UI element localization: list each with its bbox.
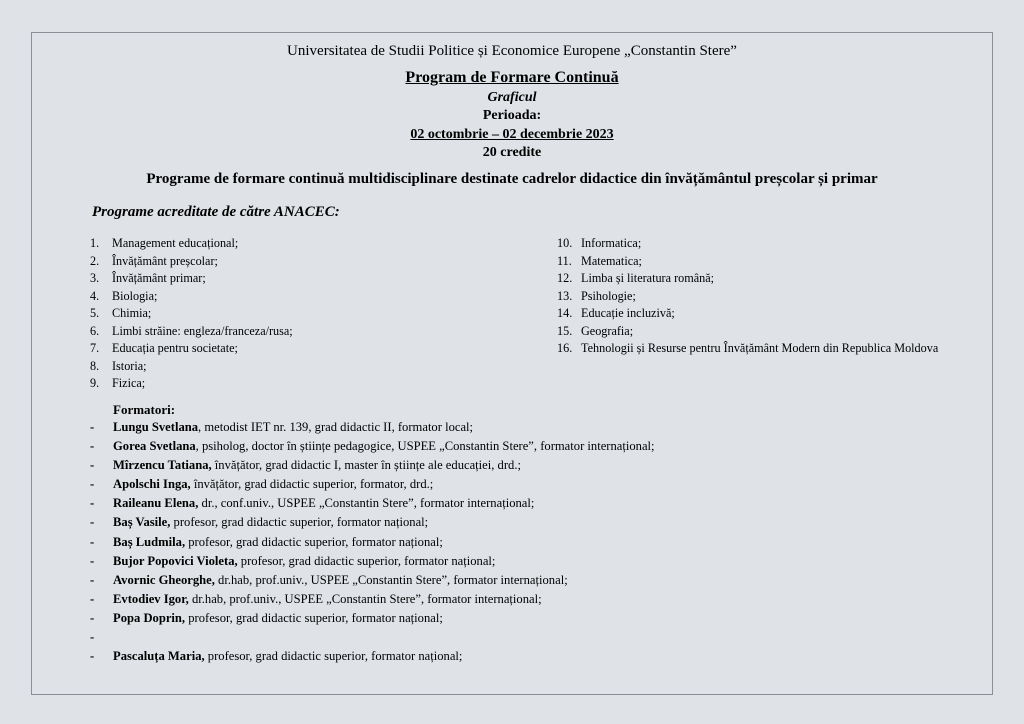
trainer-description: profesor, grad didactic superior, formator național; [170,515,429,530]
trainer-description: profesor, grad didactic superior, formator național; [204,649,463,664]
item-text: Psihologie; [581,288,636,303]
list-item [90,270,510,288]
item-number: 12. [557,271,573,285]
item-number: 14. [557,306,573,320]
item-number: 4. [90,288,100,303]
bullet-dash: - [90,515,95,530]
item-number: 6. [90,323,100,338]
bullet-dash: - [90,534,95,549]
credits: 20 credite [482,145,542,160]
bullet-dash: - [90,553,95,568]
trainer-description: dr.hab, prof.univ., USPEE „Constantin Stere”, formator internațional; [214,572,568,587]
bullet-dash: - [90,458,95,473]
item-text: Învățământ preșcolar; [112,253,218,268]
program-title: Program de Formare Continuă [405,69,619,86]
trainer-description: , metodist IET nr. 139, grad didactic II, formator local; [198,420,474,434]
trainer-name: Baș Ludmila, [113,534,186,549]
bullet-dash: - [90,591,95,606]
item-number: 9. [90,376,100,390]
trainer-name: Lungu Svetlana [113,420,199,434]
list-item [90,235,510,253]
list-item [557,305,977,323]
trainer-name: Gorea Svetlana [113,439,196,454]
trainer-description: dr.hab, prof.univ., USPEE „Constantin Stere”, formator internațional; [188,591,542,606]
item-number: 16. [557,341,573,355]
trainer-description: profesor, grad didactic superior, formator național; [185,610,443,625]
accredited-list-left [90,235,510,393]
list-item [557,270,977,288]
bullet-dash: - [90,439,95,454]
list-item [90,253,510,271]
trainer-name: Avornic Gheorghe, [113,572,215,587]
item-text: Limbi străine: engleza/franceza/rusa; [112,323,293,338]
bullet-dash: - [90,630,95,645]
list-item [557,253,977,271]
list-item [557,340,977,374]
item-number: 13. [557,288,573,303]
item-number: 1. [90,236,100,250]
item-number: 15. [557,323,573,338]
item-text: Informatica; [581,236,642,250]
trainer-description: profesor, grad didactic superior, formator național; [237,553,496,568]
item-number: 5. [90,306,100,320]
accredited-list-right [557,235,977,374]
university-name: Universitatea de Studii Politice și Economice Europene „Constantin Stere” [287,43,737,59]
item-text: Management educațional; [112,236,239,250]
trainer-name: Raileanu Elena, [113,496,199,511]
item-number: 3. [90,271,100,285]
trainer-name: Baș Vasile, [113,515,171,530]
item-text: Geografia; [581,323,634,338]
period-label: Perioada: [482,108,542,123]
item-text: Matematica; [581,253,642,268]
trainer-name: Bujor Popovici Violeta, [113,553,238,568]
trainer-name: Popa Doprin, [113,610,186,625]
bullet-dash: - [90,649,95,664]
trainer-name: Pascaluța Maria, [113,649,205,664]
bullet-dash: - [90,477,95,492]
program-subtitle: Programe de formare continuă multidisciplinare destinate cadrelor didactice din învățământul preșcolar și primar [146,171,878,187]
list-item [557,288,977,306]
list-item [90,358,510,376]
trainer-description: învățător, grad didactic I, master în științe ale educației, drd.; [211,458,521,473]
item-text: Limba și literatura română; [581,271,714,285]
item-number: 10. [557,236,573,250]
list-item [90,323,510,341]
item-text: Istoria; [112,358,147,373]
list-item [90,288,510,306]
trainers-heading: Formatori: [113,402,176,417]
list-item [90,305,510,323]
trainer-description: dr., conf.univ., USPEE „Constantin Stere”, formator internațional; [198,496,535,511]
period-dates: 02 octombrie – 02 decembrie 2023 [410,127,614,142]
item-text: Tehnologii și Resurse pentru Învățământ Modern din Republica Moldova [581,341,939,355]
trainer-description: , psiholog, doctor în științe pedagogice, USPEE „Constantin Stere”, formator internațional; [195,439,655,454]
item-text: Chimia; [112,306,152,320]
list-item [557,235,977,253]
trainer-name: Apolschi Inga, [113,477,191,492]
list-item [90,340,510,358]
bullet-dash: - [90,496,95,511]
item-number: 8. [90,358,100,373]
trainer-name: Evtodiev Igor, [113,591,189,606]
item-text: Fizica; [112,376,146,390]
item-text: Educația pentru societate; [112,341,238,355]
item-text: Biologia; [112,288,158,303]
trainer-description: profesor, grad didactic superior, formator național; [185,534,443,549]
item-number: 11. [557,253,572,268]
trainer-name: Mîrzencu Tatiana, [113,458,212,473]
item-number: 7. [90,341,100,355]
bullet-dash: - [90,572,95,587]
schedule-label: Graficul [487,90,537,105]
accredited-heading: Programe acreditate de către ANACEC: [92,204,340,220]
list-item [557,323,977,341]
item-text: Învățământ primar; [112,271,206,285]
bullet-dash: - [90,610,95,625]
item-text: Educație incluzivă; [581,306,675,320]
trainer-description: învățător, grad didactic superior, formator, drd.; [190,477,434,492]
list-item [90,375,510,393]
item-number: 2. [90,253,100,268]
bullet-dash: - [90,420,95,434]
